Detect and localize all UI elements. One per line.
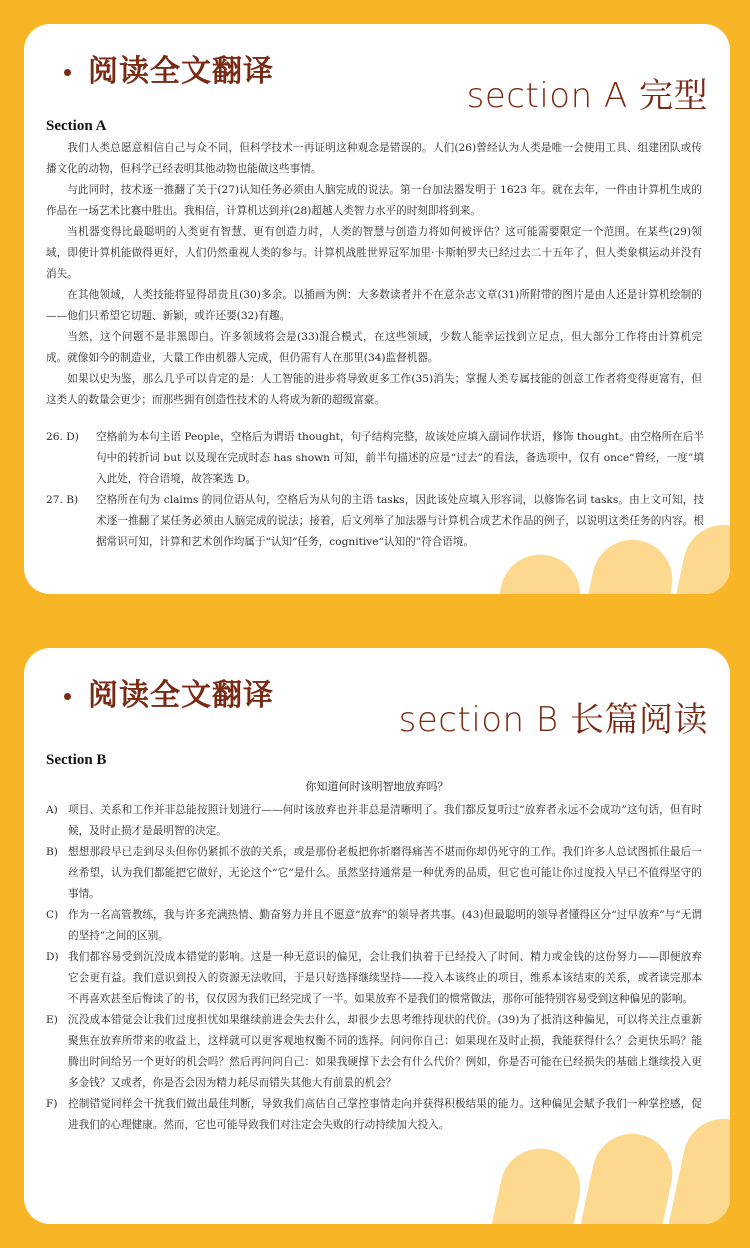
paragraph-text: 项目、关系和工作并非总能按照计划进行——何时该放弃也并非总是清晰明了。我们都反复听过“放弃者永远不会成功”这句话，但有时候，及时止损才是最明智的决定。 [68,804,702,837]
paragraph-label: C) [46,909,59,921]
passage-paragraph: 在其他领域，人类技能将显得昂贵且(30)多余。以插画为例：大多数读者并不在意杂志文章(31)所附带的图片是由人还是计算机绘制的——他们只希望它切题、新颖，或许还要(32)有趣。 [46,289,702,322]
paragraph-label: F) [46,1098,58,1110]
decorative-shape [480,547,587,594]
passage-paragraph [46,800,702,842]
passage-paragraph [46,1010,702,1094]
decorative-shape [568,1126,680,1224]
passage-paragraph [46,905,702,947]
section-b-card [24,648,730,1224]
paragraph-label: B) [46,846,58,858]
section-a-label: Section A [46,118,107,134]
answer-item [46,490,704,553]
section-b-header-title: 阅读全文翻译 [88,678,274,713]
section-b-label: Section B [46,752,107,768]
section-a-answers [46,427,704,553]
answer-number: 26. D) [46,431,79,443]
bullet-dot-icon [64,69,71,76]
paragraph-text: 控制错觉同样会干扰我们做出最佳判断，导致我们高估自己掌控事情走向并获得积极结果的能力。这种偏见会赋予我们一种掌控感，促进我们的心理健康。然而，它也可能导致我们对注定会失败的行动持续加大投入。 [68,1098,702,1131]
section-a-passage [46,138,702,411]
passage-paragraph [46,842,702,905]
answer-item [46,427,704,490]
passage-paragraph [46,1094,702,1136]
section-a-card [24,24,730,594]
passage-paragraph [46,947,702,1010]
passage-paragraph: 与此同时，技术逐一推翻了关于(27)认知任务必须由人脑完成的说法。第一台加法器发明于 1623 年。就在去年，一件由计算机生成的作品在一场艺术比赛中胜出。我相信，计算机达到并(28)超越人类智力水平的时刻即将到来。 [46,184,702,217]
paragraph-label: E) [46,1014,58,1026]
passage-paragraph: 当然，这个问题不是非黑即白。许多领域将会是(33)混合模式，在这些领域，少数人能幸运找到立足点，但大部分工作将由计算机完成。就像如今的制造业，大量工作由机器人完成，但仍需有人在那里(34)监督机器。 [46,331,702,364]
section-b-title: 你知道何时该明智地放弃吗？ [305,780,449,793]
section-a-header [24,24,730,134]
answer-number: 27. B) [46,494,79,506]
paragraph-text: 想想那段早已走到尽头但你仍紧抓不放的关系，或是那份老板把你折磨得痛苦不堪而你却仍死守的工作。我们许多人总试图抓住最后一丝希望，认为我们都能把它做好，无论这个“它”是什么。虽然坚持通常是一种优秀的品质，但它也可能让你过度投入早已不值得坚守的事情。 [68,846,702,900]
paragraph-text: 沉没成本错觉会让我们过度担忧如果继续前进会失去什么，却很少去思考维持现状的代价。(39)为了抵消这种偏见，可以将关注点重新聚焦在放弃所带来的收益上，这样就可以更客观地权衡不同的选择。问问你自己：如果现在及时止损，我能获得什么？会更快乐吗？能腾出时间给另一个更好的机会吗？然后再问问自己：如果我硬撑下去会有什么代价？例如，你是否可能在已经损失的基础上继续投入更多金钱？又或者，你是否会因为精力耗尽而错失其他大有前景的机会？ [68,1014,702,1089]
passage-paragraph: 当机器变得比最聪明的人类更有智慧、更有创造力时，人类的智慧与创造力将如何被评估？这可能需要限定一个范围。在某些(29)领域，即使计算机能做得更好，人们仍然重视人类的参与。计算机战胜世界冠军加里·卡斯帕罗夫已经过去二十五年了，但人类象棋运动并没有消失。 [46,226,702,280]
paragraph-label: D) [46,951,59,963]
decorative-shape [480,1141,587,1224]
section-b-passage [46,800,702,1136]
answer-explanation: 空格所在句为 claims 的同位语从句，空格后为从句的主语 tasks，因此该处应填入形容词，以修饰名词 tasks。由上文可知，技术逐一推翻了某任务必须由人脑完成的说法；接着，后文列举了加法器与计算机合成艺术作品的例子，以说明这类任务的内容。根据常识可知，计算和艺术创作均属于“认知”任务，cognitive“认知的”符合语境。 [96,494,704,548]
bullet-dot-icon [64,693,71,700]
passage-paragraph: 我们人类总愿意相信自己与众不同，但科学技术一再证明这种观念是错误的。人们(26)曾经认为人类是唯一会使用工具、组建团队或传播文化的动物，但科学已经表明其他动物也能做这些事情。 [46,142,702,175]
paragraph-text: 作为一名高管教练，我与许多充满热情、勤奋努力并且不愿意“放弃”的领导者共事。(43)但最聪明的领导者懂得区分“过早放弃”与“无谓的坚持”之间的区别。 [68,909,702,942]
paragraph-label: A) [46,804,58,816]
answer-explanation: 空格前为本句主语 People，空格后为谓语 thought，句子结构完整，故该处应填入副词作状语，修饰 thought。由空格所在后半句中的转折词 but 以及现在完成时态 has shown 可知，前半句描述的应是“过去”的看法，备选项中，仅有 once“曾经，一度”填入此处，符合语境，故答案选 D。 [96,431,704,485]
section-a-header-title: 阅读全文翻译 [88,54,274,89]
passage-paragraph: 如果以史为鉴，那么几乎可以肯定的是：人工智能的进步将导致更多工作(35)消失；掌握人类专属技能的创意工作者将变得更富有，但这类人的数量会更少；而那些拥有创造性技术的人将成为新的超级富豪。 [46,373,702,406]
section-b-header [24,648,730,758]
paragraph-text: 我们都容易受到沉没成本错觉的影响。这是一种无意识的偏见，会让我们执着于已经投入了时间、精力或金钱的这份努力——即便放弃它会更有益。我们意识到投入的资源无法收回，于是只好选择继续坚持——投入本该终止的项目，维系本该结束的关系，或者读完那本不再喜欢甚至后悔读了的书，仅仅因为我们已经完成了一半。如果放弃不是我们的惯常做法，那你可能特别容易受到这种偏见的影响。 [68,951,702,1005]
section-b-header-subtitle: section B 长篇阅读 [398,700,708,740]
section-a-header-subtitle: section A 完型 [466,76,708,116]
